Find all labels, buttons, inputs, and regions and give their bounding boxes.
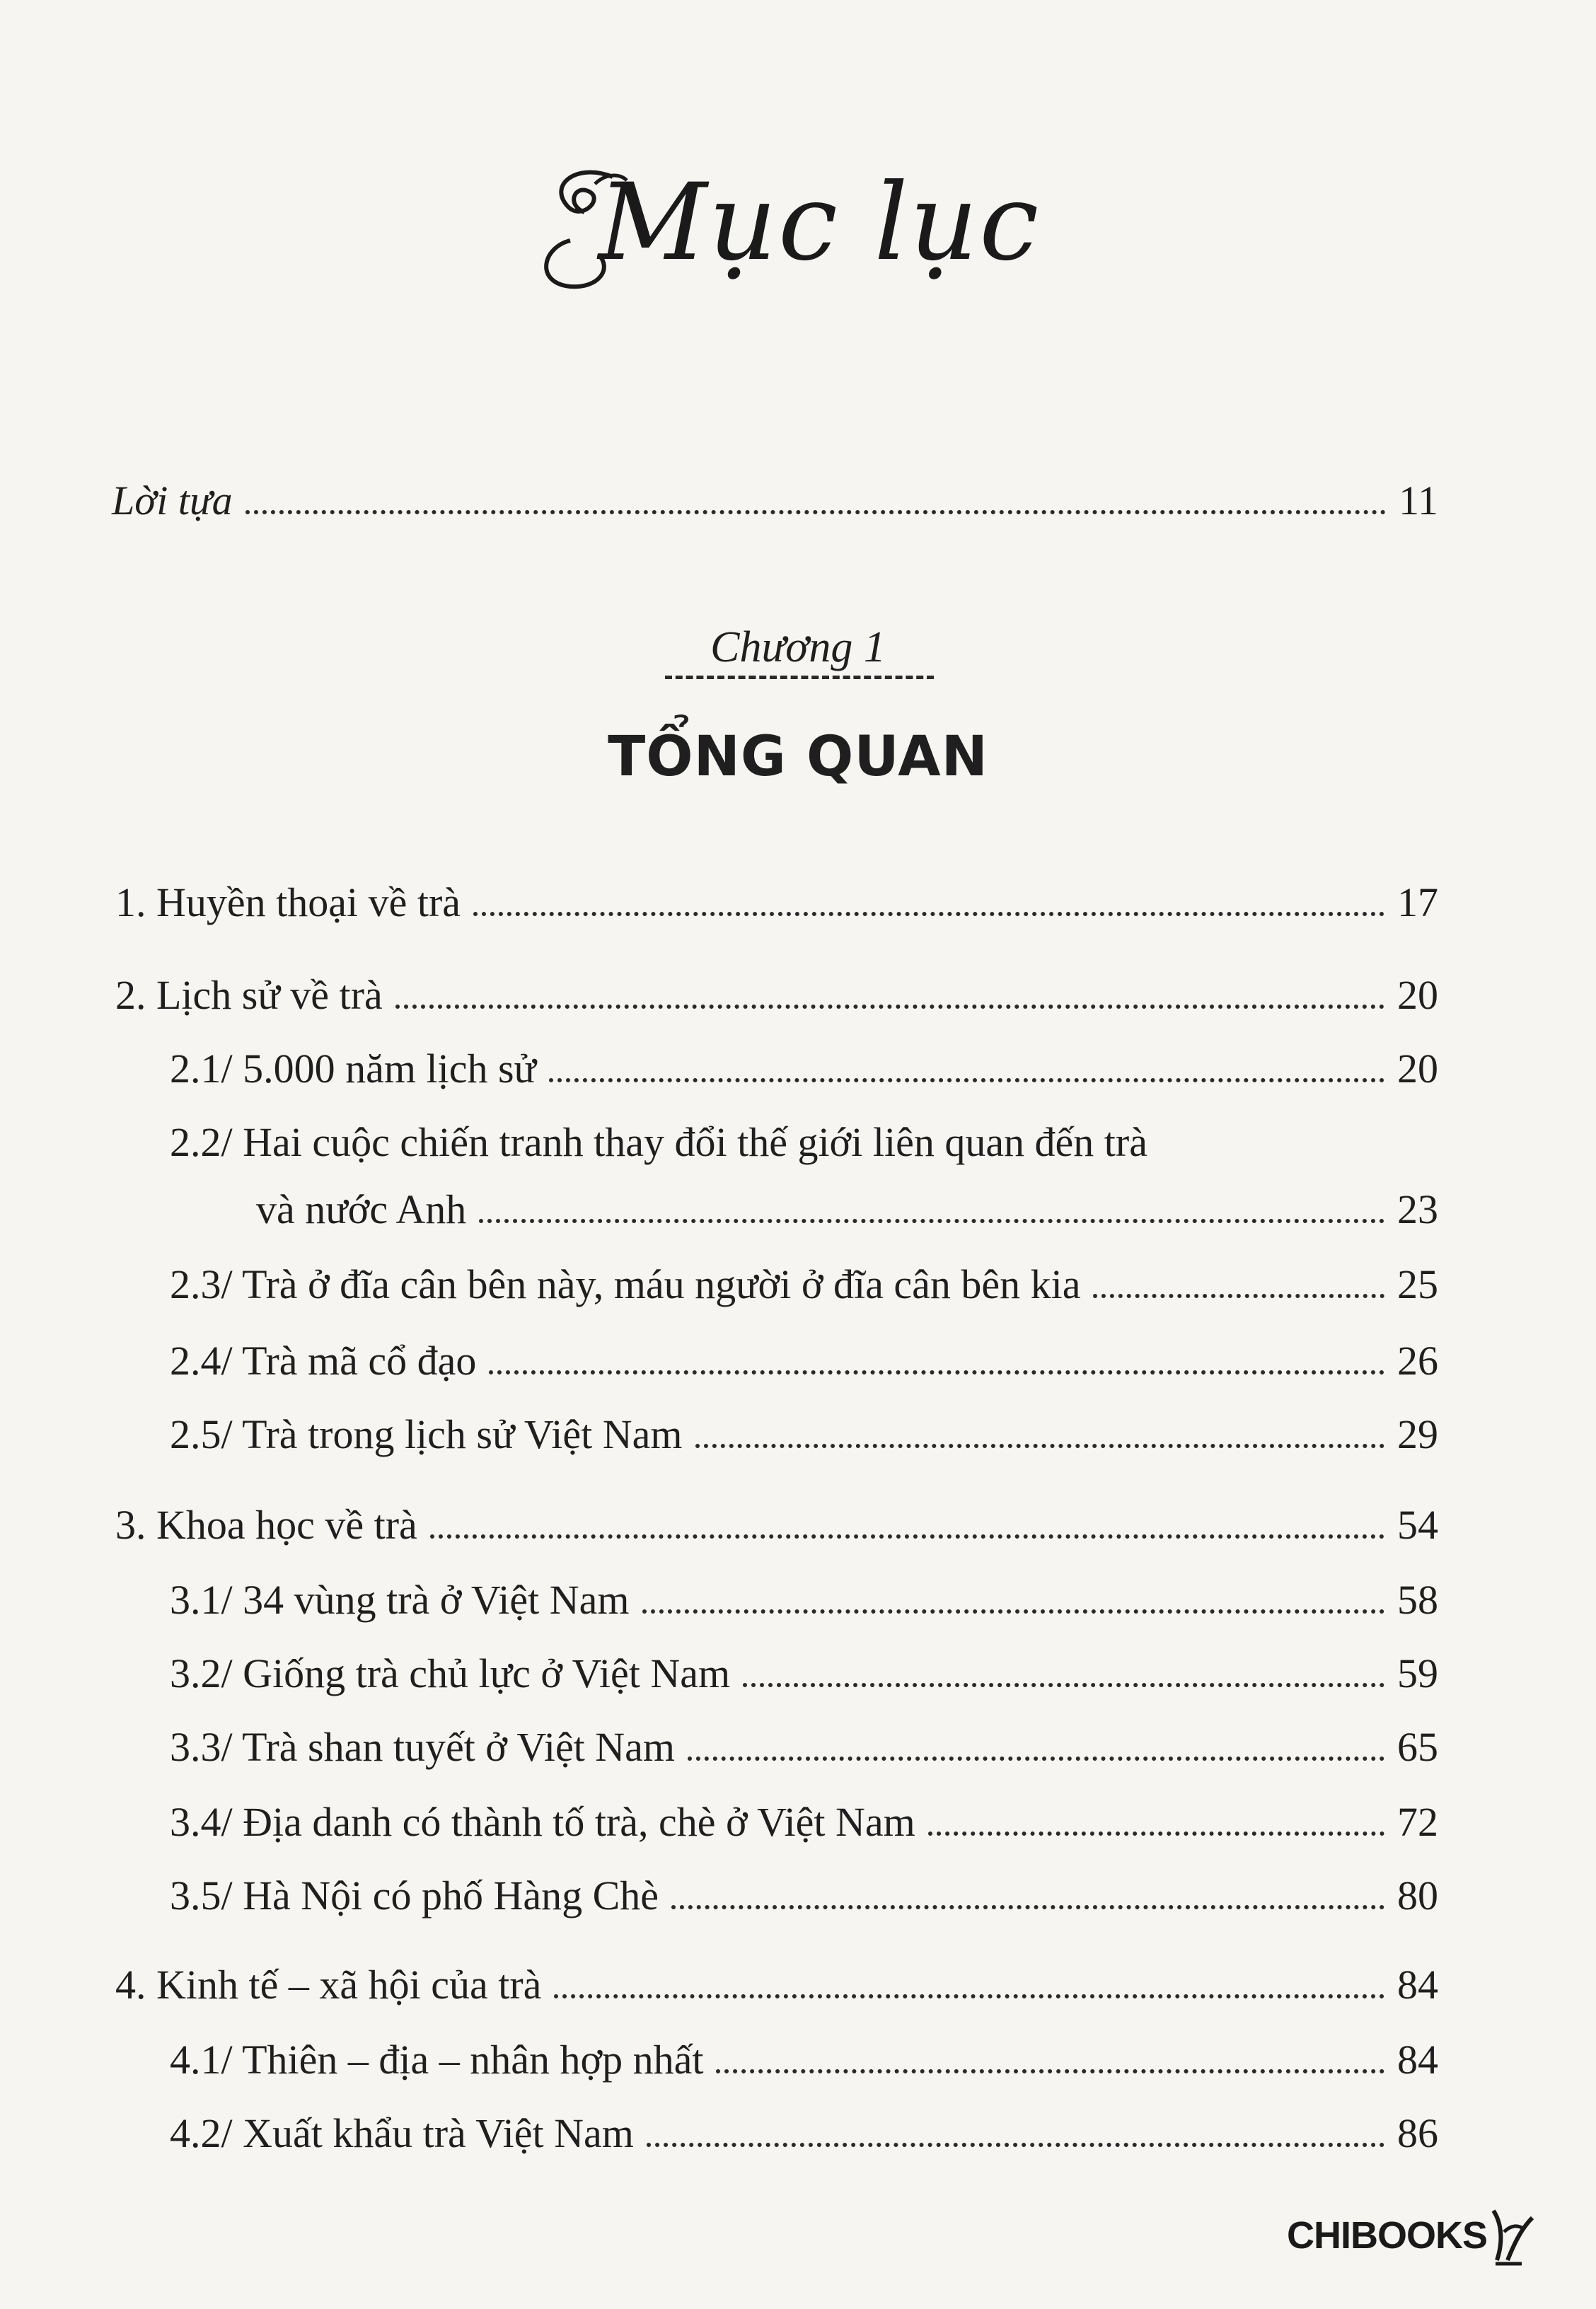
dot-leader bbox=[473, 912, 1384, 916]
toc-entry-label: 3. Khoa học về trà bbox=[115, 1502, 417, 1548]
toc-entry[interactable] bbox=[115, 874, 1438, 931]
toc-entry-page: 54 bbox=[1397, 1502, 1438, 1548]
leaf-logo-icon bbox=[1490, 2204, 1539, 2267]
toc-entry-label: 2.4/ Trà mã cổ đạo bbox=[170, 1338, 477, 1384]
toc-entry-label: 4.1/ Thiên – địa – nhân hợp nhất bbox=[170, 2037, 704, 2083]
dot-leader bbox=[549, 1078, 1384, 1082]
toc-entry-label: 2.5/ Trà trong lịch sử Việt Nam bbox=[170, 1411, 683, 1457]
toc-entry-page: 17 bbox=[1397, 879, 1438, 925]
toc-entry-page: 84 bbox=[1397, 1962, 1438, 2008]
toc-entry-page: 58 bbox=[1397, 1577, 1438, 1623]
toc-entry[interactable] bbox=[170, 2105, 1438, 2162]
dot-leader bbox=[430, 1534, 1384, 1539]
dot-leader bbox=[395, 1005, 1384, 1009]
toc-entry-page: 72 bbox=[1397, 1799, 1438, 1845]
toc-entry-label: 3.3/ Trà shan tuyết ở Việt Nam bbox=[170, 1724, 676, 1770]
publisher-name: CHIBOOKS bbox=[1286, 2214, 1487, 2257]
toc-entry-label: 3.2/ Giống trà chủ lực ở Việt Nam bbox=[170, 1650, 731, 1696]
toc-entry[interactable] bbox=[115, 967, 1438, 1024]
toc-entry[interactable] bbox=[115, 1497, 1438, 1553]
toc-entry-page: 59 bbox=[1397, 1650, 1438, 1696]
toc-entry-label: 3.4/ Địa danh có thành tố trà, chè ở Việt Nam bbox=[170, 1799, 915, 1845]
toc-entry-page: 26 bbox=[1397, 1338, 1438, 1384]
toc-entry-preface[interactable] bbox=[112, 473, 1438, 529]
toc-entry-label: Lời tựa bbox=[112, 478, 233, 523]
dot-leader bbox=[695, 1444, 1385, 1448]
dot-leader bbox=[1093, 1294, 1384, 1298]
toc-entry[interactable] bbox=[170, 1256, 1438, 1313]
toc-entry[interactable] bbox=[256, 1181, 1438, 1238]
toc-entry-page: 65 bbox=[1397, 1724, 1438, 1770]
dot-leader bbox=[716, 2069, 1384, 2073]
dot-leader bbox=[671, 1905, 1384, 1909]
toc-entry-page: 80 bbox=[1397, 1873, 1438, 1919]
toc-entry-page: 20 bbox=[1397, 1046, 1438, 1092]
toc-entry-page: 29 bbox=[1397, 1411, 1438, 1457]
toc-entry-page: 11 bbox=[1399, 478, 1438, 523]
toc-entry-label: 3.1/ 34 vùng trà ở Việt Nam bbox=[170, 1577, 630, 1623]
publisher-logo bbox=[1287, 2197, 1539, 2274]
chapter-heading: TỔNG QUAN bbox=[608, 725, 988, 789]
toc-entry[interactable] bbox=[170, 2032, 1438, 2088]
dot-leader bbox=[647, 2143, 1384, 2147]
toc-entry-label: 2. Lịch sử về trà bbox=[115, 972, 383, 1018]
toc-entry[interactable] bbox=[170, 1794, 1438, 1851]
chapter-divider bbox=[665, 676, 934, 679]
toc-entry-page: 84 bbox=[1397, 2037, 1438, 2083]
toc-entry[interactable] bbox=[170, 1406, 1438, 1463]
chapter-number: Chương 1 bbox=[710, 623, 886, 671]
toc-entry[interactable] bbox=[170, 1572, 1438, 1628]
toc-entry-label-wrapped[interactable]: 2.2/ Hai cuộc chiến tranh thay đổi thế giới liên quan đến trà bbox=[170, 1119, 1147, 1165]
toc-entry-page: 86 bbox=[1397, 2110, 1438, 2156]
toc-entry[interactable] bbox=[170, 1868, 1438, 1924]
page-title-text: Mục lục bbox=[598, 161, 1041, 284]
dot-leader bbox=[489, 1370, 1384, 1375]
dot-leader bbox=[642, 1609, 1384, 1614]
dot-leader bbox=[688, 1757, 1384, 1761]
toc-entry[interactable] bbox=[170, 1645, 1438, 1702]
dot-leader bbox=[928, 1831, 1384, 1836]
toc-entry-page: 23 bbox=[1397, 1186, 1438, 1232]
toc-entry-label: 4.2/ Xuất khẩu trà Việt Nam bbox=[170, 2110, 634, 2156]
toc-entry-label: 2.1/ 5.000 năm lịch sử bbox=[170, 1046, 536, 1092]
toc-entry-label: 4. Kinh tế – xã hội của trà bbox=[115, 1962, 542, 2008]
dot-leader bbox=[245, 510, 1387, 514]
toc-entry[interactable] bbox=[170, 1719, 1438, 1776]
toc-entry-label: 2.3/ Trà ở đĩa cân bên này, máu người ở đĩa cân bên kia bbox=[170, 1261, 1081, 1307]
dot-leader bbox=[743, 1683, 1384, 1687]
toc-entry[interactable] bbox=[170, 1041, 1438, 1097]
toc-entry[interactable] bbox=[170, 1333, 1438, 1389]
toc-entry-page: 25 bbox=[1397, 1261, 1438, 1307]
toc-entry-label: và nước Anh bbox=[256, 1186, 467, 1232]
dot-leader bbox=[479, 1219, 1384, 1223]
toc-entry[interactable] bbox=[115, 1957, 1438, 2013]
dot-leader bbox=[554, 1994, 1384, 1998]
toc-entry-page: 20 bbox=[1397, 972, 1438, 1018]
toc-entry-label: 3.5/ Hà Nội có phố Hàng Chè bbox=[170, 1873, 659, 1919]
toc-entry-label: 1. Huyền thoại về trà bbox=[115, 879, 461, 925]
